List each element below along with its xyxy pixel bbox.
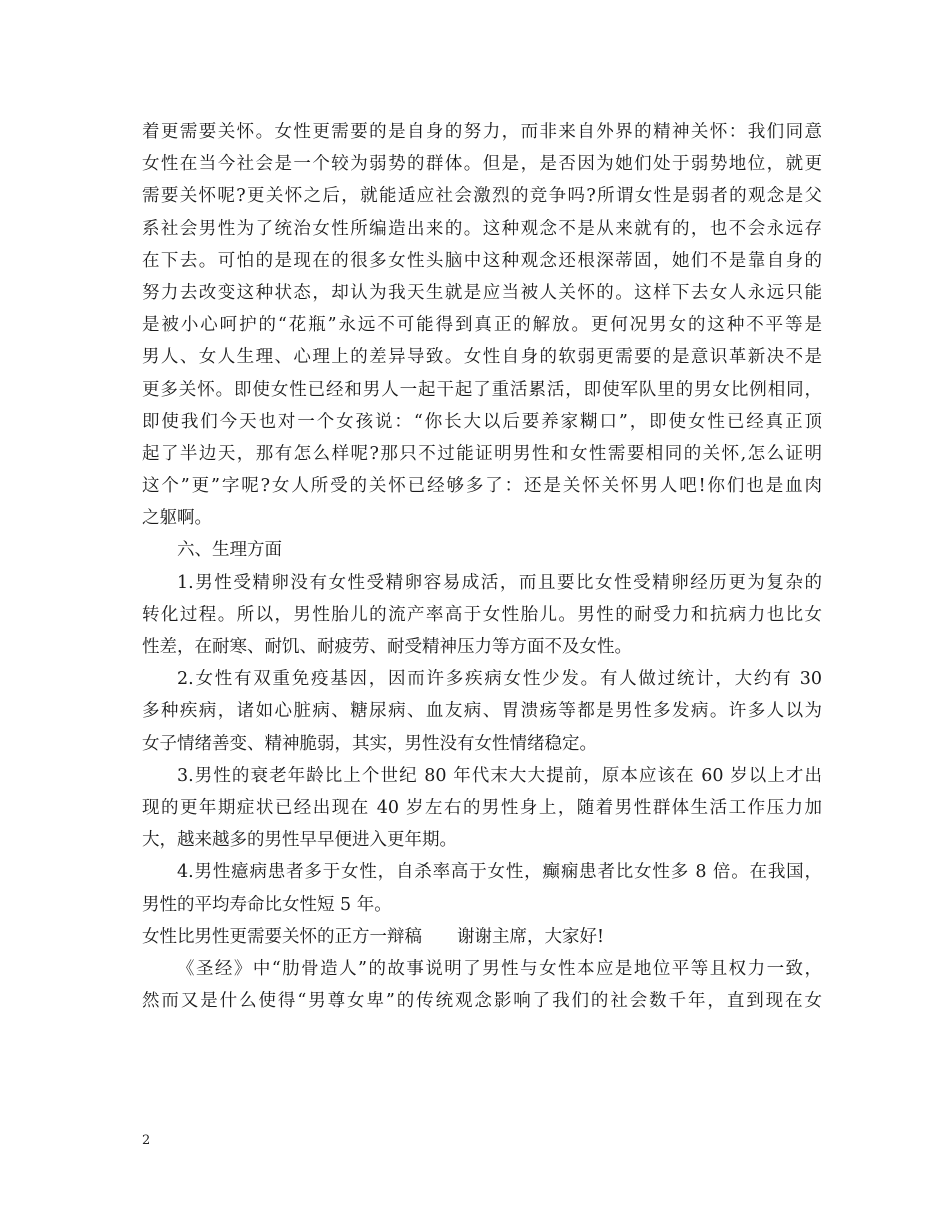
text-line-content: 之躯啊。 <box>142 508 212 529</box>
text-line-content: 女子情绪善变、精神脆弱，其实，男性没有女性情绪稳定。 <box>142 733 597 754</box>
text-line-content: 《圣经》中“肋骨造人”的故事说明了男性与女性本应是地位平等且权力一致， <box>177 958 822 979</box>
text-line <box>142 245 822 277</box>
text-line <box>142 631 822 663</box>
text-line <box>142 889 822 921</box>
text-line-content: 更多关怀。即使女性已经和男人一起干起了重活累活，即使军队里的男女比例相同， <box>142 379 822 400</box>
page-number: 2 <box>142 1133 151 1148</box>
text-line <box>142 760 822 792</box>
body-text <box>142 116 822 1017</box>
text-line-content: 大，越来越多的男性早早便进入更年期。 <box>142 830 457 851</box>
text-line <box>142 856 822 888</box>
text-line-content: 六、生理方面 <box>177 540 282 561</box>
text-line <box>142 567 822 599</box>
text-line <box>142 534 822 566</box>
text-line <box>142 213 822 245</box>
text-line <box>142 309 822 341</box>
text-line-content: 4.男性癔病患者多于女性，自杀率高于女性，癫痫患者比女性多 8 倍。在我国， <box>177 862 822 883</box>
text-line-content: 着更需要关怀。女性更需要的是自身的努力，而非来自外界的精神关怀：我们同意 <box>142 122 822 142</box>
text-line <box>142 663 822 695</box>
text-line-content: 起了半边天，那有怎么样呢?那只不过能证明男性和女性需要相同的关怀,怎么证明 <box>142 443 822 464</box>
text-line-content: 在下去。可怕的是现在的很多女性头脑中这种观念还根深蒂固，她们不是靠自身的 <box>142 250 822 271</box>
text-line <box>142 406 822 438</box>
text-line <box>142 116 822 148</box>
text-line-content: 男人、女人生理、心理上的差异导致。女性自身的软弱更需要的是意识革新决不是 <box>142 347 822 368</box>
text-line <box>142 985 822 1017</box>
text-line-content: 转化过程。所以，男性胎儿的流产率高于女性胎儿。男性的耐受力和抗病力也比女 <box>142 604 822 625</box>
text-line-content: 多种疾病，诸如心脏病、糖尿病、血友病、胃溃疡等都是男性多发病。许多人以为 <box>142 701 822 722</box>
text-line-content: 现的更年期症状已经出现在 40 岁左右的男性身上，随着男性群体生活工作压力加 <box>142 797 822 818</box>
text-line-content: 男性的平均寿命比女性短 5 年。 <box>142 894 392 915</box>
text-line <box>142 470 822 502</box>
text-line <box>142 148 822 180</box>
text-line <box>142 728 822 760</box>
text-line-content: 1.男性受精卵没有女性受精卵容易成活，而且要比女性受精卵经历更为复杂的 <box>177 572 822 593</box>
text-line-content: 性差，在耐寒、耐饥、耐疲劳、耐受精神压力等方面不及女性。 <box>142 637 632 657</box>
text-line-content: 这个”更”字呢?女人所受的关怀已经够多了：还是关怀关怀男人吧!你们也是血肉 <box>142 476 822 497</box>
text-line-content: 是被小心呵护的“花瓶”永远不可能得到真正的解放。更何况男女的这种不平等是 <box>142 315 822 336</box>
text-line <box>142 953 822 985</box>
text-line <box>142 277 822 309</box>
text-line <box>142 438 822 470</box>
text-line <box>142 695 822 727</box>
text-line-content: 女性在当今社会是一个较为弱势的群体。但是，是否因为她们处于弱势地位，就更 <box>142 154 822 175</box>
text-line <box>142 341 822 373</box>
text-line-content: 女性比男性更需要关怀的正方一辩稿 谢谢主席，大家好! <box>142 926 605 947</box>
text-line-content: 努力去改变这种状态，却认为我天生就是应当被人关怀的。这样下去女人永远只能 <box>142 282 822 303</box>
text-line <box>142 792 822 824</box>
text-line-content: 需要关怀呢?更关怀之后，就能适应社会激烈的竞争吗?所谓女性是弱者的观念是父 <box>142 186 822 207</box>
text-line-content: 2.女性有双重免疫基因，因而许多疾病女性少发。有人做过统计，大约有 30 <box>177 669 822 690</box>
text-line <box>142 921 822 953</box>
text-line-content: 即使我们今天也对一个女孩说：“你长大以后要养家糊口”，即使女性已经真正顶 <box>142 411 822 432</box>
text-line-content: 系社会男性为了统治女性所编造出来的。这种观念不是从来就有的，也不会永远存 <box>142 218 822 239</box>
text-line-content: 然而又是什么使得“男尊女卑”的传统观念影响了我们的社会数千年，直到现在女 <box>142 991 822 1012</box>
text-line <box>142 180 822 212</box>
text-line <box>142 599 822 631</box>
text-line <box>142 502 822 534</box>
text-line <box>142 824 822 856</box>
text-line <box>142 374 822 406</box>
text-line-content: 3.男性的衰老年龄比上个世纪 80 年代末大大提前，原本应该在 60 岁以上才出 <box>177 765 822 786</box>
